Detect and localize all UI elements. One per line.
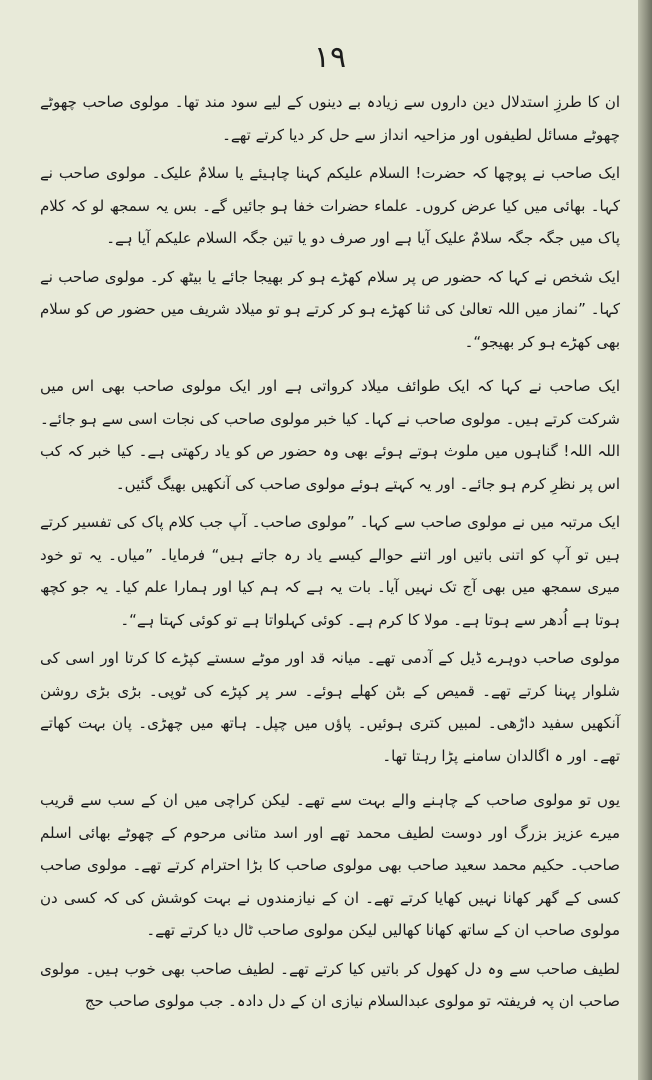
paragraph-5: ایک مرتبہ میں نے مولوی صاحب سے کہا۔ ”مولوی صاحب۔ آپ جب کلام پاک کی تفسیر کرتے ہیں تو آپ کو اتنی باتیں اور اتنے حوالے کیسے یاد رہ جاتے ہیں“ فرمایا۔ ”میاں۔ یہ تو خود میری سمجھ میں بھی آج تک نہیں آیا۔ بات یہ ہے کہ ہم کیا اور ہمارا علم کیا۔ یہ جو کچھ ہوتا ہے اُدھر سے ہوتا ہے۔ مولا کا کرم ہے۔ کوئی کہلواتا ہے تو کوئی کہتا ہے“۔ (40, 513, 620, 629)
paragraph-3: ایک شخص نے کہا کہ حضور ص پر سلام کھڑے ہو کر بھیجا جائے یا بیٹھ کر۔ مولوی صاحب نے کہا۔ ”نماز میں اللہ تعالیٰ کی ثنا کھڑے ہو کر کرتے ہو تو میلاد شریف میں حضور ص کو سلام بھی کھڑے ہو کر بھیجو“۔ (40, 267, 620, 351)
paragraph-4: ایک صاحب نے کہا کہ ایک طوائف میلاد کرواتی ہے اور ایک مولوی صاحب بھی اس میں شرکت کرتے ہیں۔ مولوی صاحب نے کہا۔ کیا خبر مولوی صاحب کی نجات اسی سے ہو جائے۔ اللہ اللہ! گناہوں میں ملوث ہوتے ہوئے بھی وہ حضور ص کو یاد رکھتی ہے۔ کیا خبر کہ کب اس پر نظرِ کرم ہو جائے۔ اور یہ کہتے ہوئے مولوی صاحب کی آنکھیں بھیگ گئیں۔ (40, 377, 620, 493)
scan-page-edge (638, 0, 652, 1080)
page-number: ١٩ (313, 40, 347, 75)
paragraph-6: مولوی صاحب دوہرے ڈیل کے آدمی تھے۔ میانہ قد اور موٹے سستے کپڑے کا کرتا اور اسی کی شلوار پہنا کرتے تھے۔ قمیص کے بٹن کھلے ہوئے۔ سر پر کپڑے کی ٹوپی۔ بڑی بڑی روشن آنکھیں سفید داڑھی۔ لمبیں کتری ہوئیں۔ پاؤں میں چپل۔ ہاتھ میں چھڑی۔ پان بہت کھاتے تھے۔ اور ہ اگالدان سامنے پڑا رہتا تھا۔ (40, 649, 620, 765)
paragraph-8: لطیف صاحب سے وہ دل کھول کر باتیں کیا کرتے تھے۔ لطیف صاحب بھی خوب ہیں۔ مولوی صاحب ان پہ فریفتہ تو مولوی عبدالسلام نیازی ان کے دل دادہ۔ جب مولوی صاحب حج (40, 959, 620, 1010)
paragraph-7: یوں تو مولوی صاحب کے چاہنے والے بہت سے تھے۔ لیکن کراچی میں ان کے سب سے قریب میرے عزیز بزرگ اور دوست لطیف محمد تھے اور اسد متانی مرحوم کے چھوٹے بھائی اسلم صاحب۔ حکیم محمد سعید صاحب بھی مولوی صاحب کا بڑا احترام کرتے تھے۔ مولوی صاحب کسی کے گھر کھانا نہیں کھایا کرتے تھے۔ ان کے نیازمندوں نے بہت کوشش کی کہ کسی دن مولوی صاحب ان کے ساتھ کھانا کھالیں لیکن مولوی صاحب ٹال دیا کرتے تھے۔ (40, 791, 620, 939)
paragraph-2: ایک صاحب نے پوچھا کہ حضرت! السلام علیکم کہنا چاہیئے یا سلامٌ علیک۔ مولوی صاحب نے کہا۔ بھائی میں کیا عرض کروں۔ علماء حضرات خفا ہو جائیں گے۔ بس یہ سمجھ لو کہ کلام پاک میں جگہ جگہ سلامٌ علیک آیا ہے اور صرف دو یا تین جگہ السلام علیکم آیا ہے۔ (40, 164, 620, 247)
paragraph-1: ان کا طرزِ استدلال دین داروں سے زیادہ بے دینوں کے لیے سود مند تھا۔ مولوی صاحب چھوٹے چھوٹے مسائل لطیفوں اور مزاحیہ انداز سے حل کر دیا کرتے تھے۔ (40, 93, 620, 144)
book-page (40, 40, 620, 1070)
